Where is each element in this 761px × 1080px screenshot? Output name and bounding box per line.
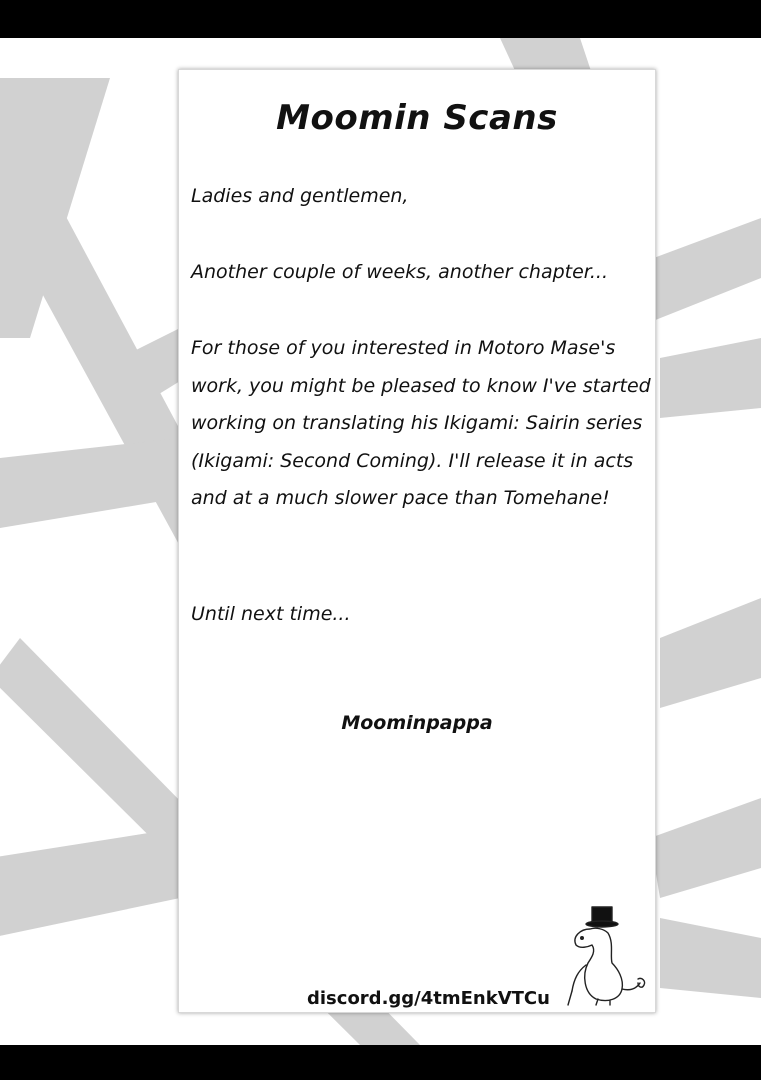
- paragraph-closing: Until next time...: [191, 603, 351, 625]
- top-black-bar: [0, 0, 761, 38]
- signature: Moominpappa: [341, 712, 493, 734]
- paragraph-greeting: Ladies and gentlemen,: [191, 185, 409, 207]
- bottom-black-bar: [0, 1045, 761, 1080]
- paragraph-intro: Another couple of weeks, another chapter...: [191, 261, 608, 283]
- moominpappa-icon: [562, 905, 648, 1007]
- paragraph-announcement: For those of you interested in Motoro Mase's work, you might be pleased to know I've started working on translating his Ikigami: Sairin series (Ikigami: Second Coming). I'll release it in acts and at a much slower pace than Tomehane!: [191, 337, 651, 509]
- discord-link[interactable]: discord.gg/4tmEnkVTCu: [307, 988, 550, 1009]
- note-card: [178, 69, 656, 1013]
- page-title: Moomin Scans: [276, 98, 558, 138]
